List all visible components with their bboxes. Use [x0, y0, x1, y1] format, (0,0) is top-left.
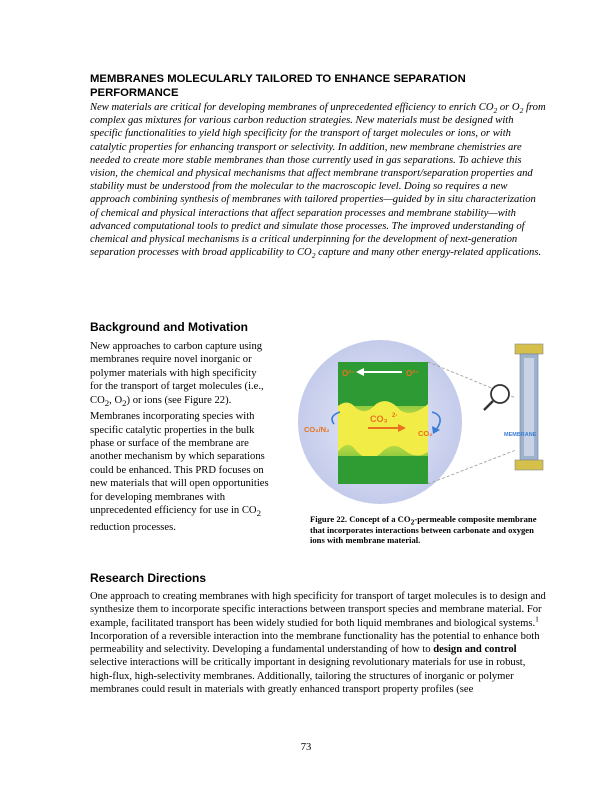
oxygen-label-right: O²⁻ [406, 369, 420, 378]
membrane-bottom-band [338, 456, 428, 484]
magnifier-icon [491, 385, 509, 403]
carbonate-charge: 2- [392, 413, 398, 419]
module-tube-inner [524, 358, 534, 456]
page-number: 73 [300, 742, 312, 753]
research-paragraph: One approach to creating membranes with high specificity for transport of target molecules is to design and synthesize them to incorporate specific interactions between transport species and membrane material. For example, facilitated transport has been widely studied for both liquid membranes and biological systems.$^1$ Incorporation of a reversible interaction into the membrane functionality has the potential to enhance both permeability and selectivity. Developing a fundamental understanding of how to design and control selective interactions will be critically important in designing revolutionary materials for use in robust, high-flux, high-selectivity membranes. Additionally, tailoring the structures of inorganic or polymer membranes could result in materials with greatly enhanced transport property profiles (see [90, 591, 546, 696]
feed-gas-label: CO₂/N₂ [304, 425, 330, 434]
figure-caption: Figure 22. Concept of a $CO_2$-permeable composite membrane that incorporates interactions between carbonate and oxygen ions with membrane material. [310, 514, 537, 546]
membrane-label: MEMBRANE [504, 432, 537, 438]
section-heading: MEMBRANES MOLECULARLY TAILORED TO ENHANCE SEPARATION PERFORMANCE [90, 73, 466, 99]
permeate-gas-label: CO₂ [418, 429, 433, 438]
module-cap-bottom [515, 460, 543, 470]
intro-paragraph: New materials are critical for developing membranes of unprecedented efficiency to enrich $CO_2$ or $O_2$ from complex gas mixtures for various carbon reduction strategies. New materials must be designed with specific functionalities to yield high specificity for the transport of target molecules or ions, or with catalytic properties for enhancing transport or selectivity. In addition, new membrane chemistries are needed to create more stable membranes than those currently used in gas separations. To achieve this vision, the chemical and physical mechanisms that affect membrane transport/separation properties and stability must be understood from the molecular to the macroscopic level. Doing so requires a new approach combining synthesis of membranes with tailored properties—guided by in situ characterization of chemical and physical interactions that affect separation processes and membrane stability—with advanced computational tools to predict and simulate those processes. The improved understanding of chemical and physical mechanisms is a critical underpinning for the development of next-generation separation processes with broad applicability to $CO_2$ capture and many other energy-related applications. [90, 102, 546, 261]
carbonate-label: CO₃ [370, 414, 388, 424]
research-heading: Research Directions [90, 571, 207, 585]
module-cap-top [515, 344, 543, 354]
background-heading: Background and Motivation [90, 320, 249, 334]
magnifier-handle [484, 401, 493, 410]
figure-22 [296, 340, 556, 512]
membrane-diagram [296, 340, 556, 512]
oxygen-label-left: O²⁻ [342, 369, 356, 378]
background-paragraph: New approaches to carbon capture using membranes require novel inorganic or polymer materials with high specificity for the transport of target molecules (i.e., $CO_2$, $O_2$) or ions (see Figure 22). Membranes incorporating species with specific catalytic properties in the bulk phase or surface of the membrane are another mechanism by which separations could be enhanced. This PRD focuses on new materials that will open opportunities for developing membranes with unprecedented efficiency for use in $CO_2$ reduction processes. [90, 341, 269, 533]
